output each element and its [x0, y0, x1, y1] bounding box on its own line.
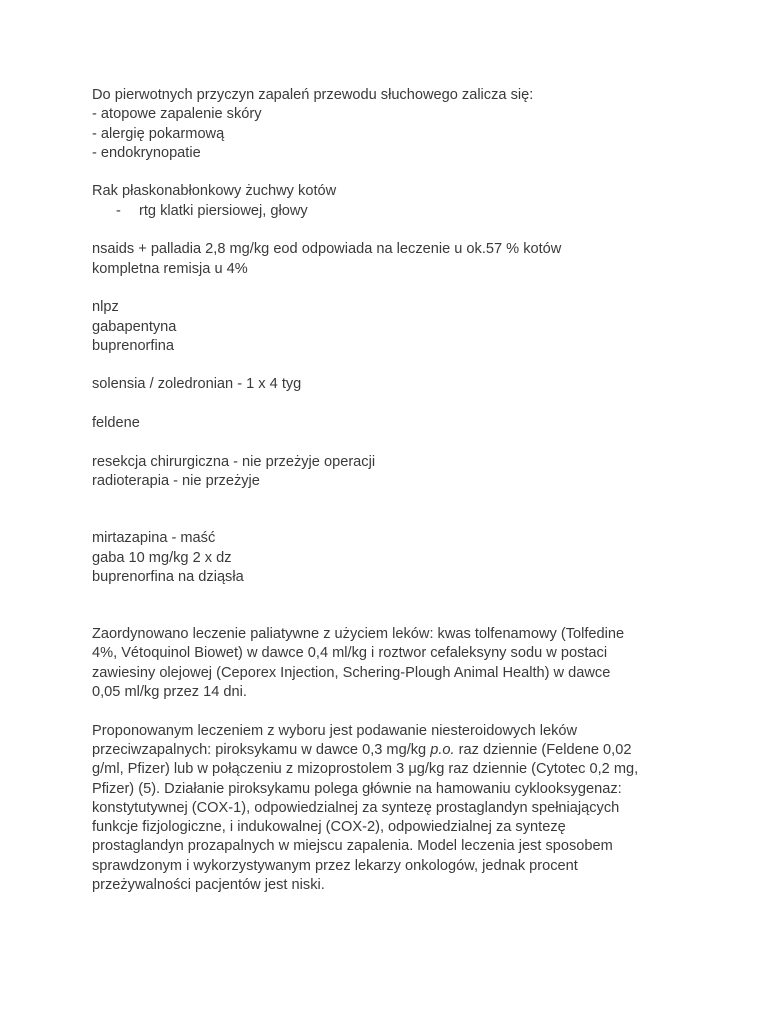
document-page	[92, 86, 692, 895]
text-run: przeciwzapalnych: piroksykamu w dawce 0,3 mg/kg	[92, 741, 431, 758]
list-item: - atopowe zapalenie skóry	[92, 106, 262, 123]
treatment-option-line: resekcja chirurgiczna - nie przeżyje operacji	[92, 453, 376, 470]
paragraph-line: 0,05 ml/kg przez 14 dni.	[92, 684, 247, 701]
text-run: raz dziennie (Feldene 0,02	[454, 741, 632, 758]
treatment-option-line: radioterapia - nie przeżyje	[92, 472, 260, 489]
paragraph-palliative-treatment	[92, 625, 692, 702]
list-item: - endokrynopatie	[92, 144, 201, 161]
paragraph-line: 4%, Vétoquinol Biowet) w dawce 0,4 ml/kg i roztwor cefaleksyny sodu w postaci	[92, 645, 608, 662]
section2-heading: Rak płaskonabłonkowy żuchwy kotów	[92, 183, 337, 200]
remission-line: kompletna remisja u 4%	[92, 260, 248, 277]
paragraph-line: zawiesiny olejowej (Ceporex Injection, Schering-Plough Animal Health) w dawce	[92, 664, 611, 681]
paragraph-proposed-treatment	[92, 722, 692, 896]
bullet-text: rtg klatki piersiowej, głowy	[139, 202, 308, 219]
drug-item: gaba 10 mg/kg 2 x dz	[92, 549, 232, 566]
italic-abbreviation: p.o.	[430, 741, 455, 758]
paragraph-line: funkcje fizjologiczne, i indukowalnej (COX-2), odpowiedzialnej za syntezę	[92, 819, 566, 836]
drug-item: gabapentyna	[92, 318, 177, 335]
paragraph-line: sprawdzonym i wykorzystywanym przez lekarzy onkologów, jednak procent	[92, 857, 578, 874]
response-rate-line: nsaids + palladia 2,8 mg/kg eod odpowiada na leczenie u ok.57 % kotów	[92, 241, 562, 258]
bullet-dash: -	[116, 202, 121, 219]
drug-item: buprenorfina na dziąsła	[92, 568, 244, 585]
paragraph-line: Pfizer) (5). Działanie piroksykamu polega głównie na hamowaniu cyklooksygenaz:	[92, 780, 622, 797]
list-item: - alergię pokarmową	[92, 125, 225, 142]
paragraph-line: Proponowanym leczeniem z wyboru jest podawanie niesteroidowych leków	[92, 722, 578, 739]
drug-item: nlpz	[92, 299, 119, 316]
drug-item: mirtazapina - maść	[92, 530, 216, 547]
section1-heading: Do pierwotnych przyczyn zapaleń przewodu słuchowego zalicza się:	[92, 87, 534, 103]
paragraph-line: przeżywalności pacjentów jest niski.	[92, 876, 325, 893]
paragraph-line: g/ml, Pfizer) lub w połączeniu z mizoprostolem 3 μg/kg raz dziennie (Cytotec 0,2 mg,	[92, 761, 639, 778]
paragraph-line: konstytutywnej (COX-1), odpowiedzialnej za syntezę prostaglandyn spełniających	[92, 799, 620, 816]
paragraph-line: prostaglandyn prozapalnych w miejscu zapalenia. Model leczenia jest sposobem	[92, 838, 613, 855]
drug-name-line: feldene	[92, 415, 140, 432]
paragraph-line: Zaordynowano leczenie paliatywne z użyciem leków: kwas tolfenamowy (Tolfedine	[92, 626, 625, 643]
dosing-line: solensia / zoledronian - 1 x 4 tyg	[92, 376, 302, 393]
paragraph-line	[92, 741, 692, 760]
bullet-list-item	[92, 202, 692, 221]
drug-item: buprenorfina	[92, 337, 174, 354]
